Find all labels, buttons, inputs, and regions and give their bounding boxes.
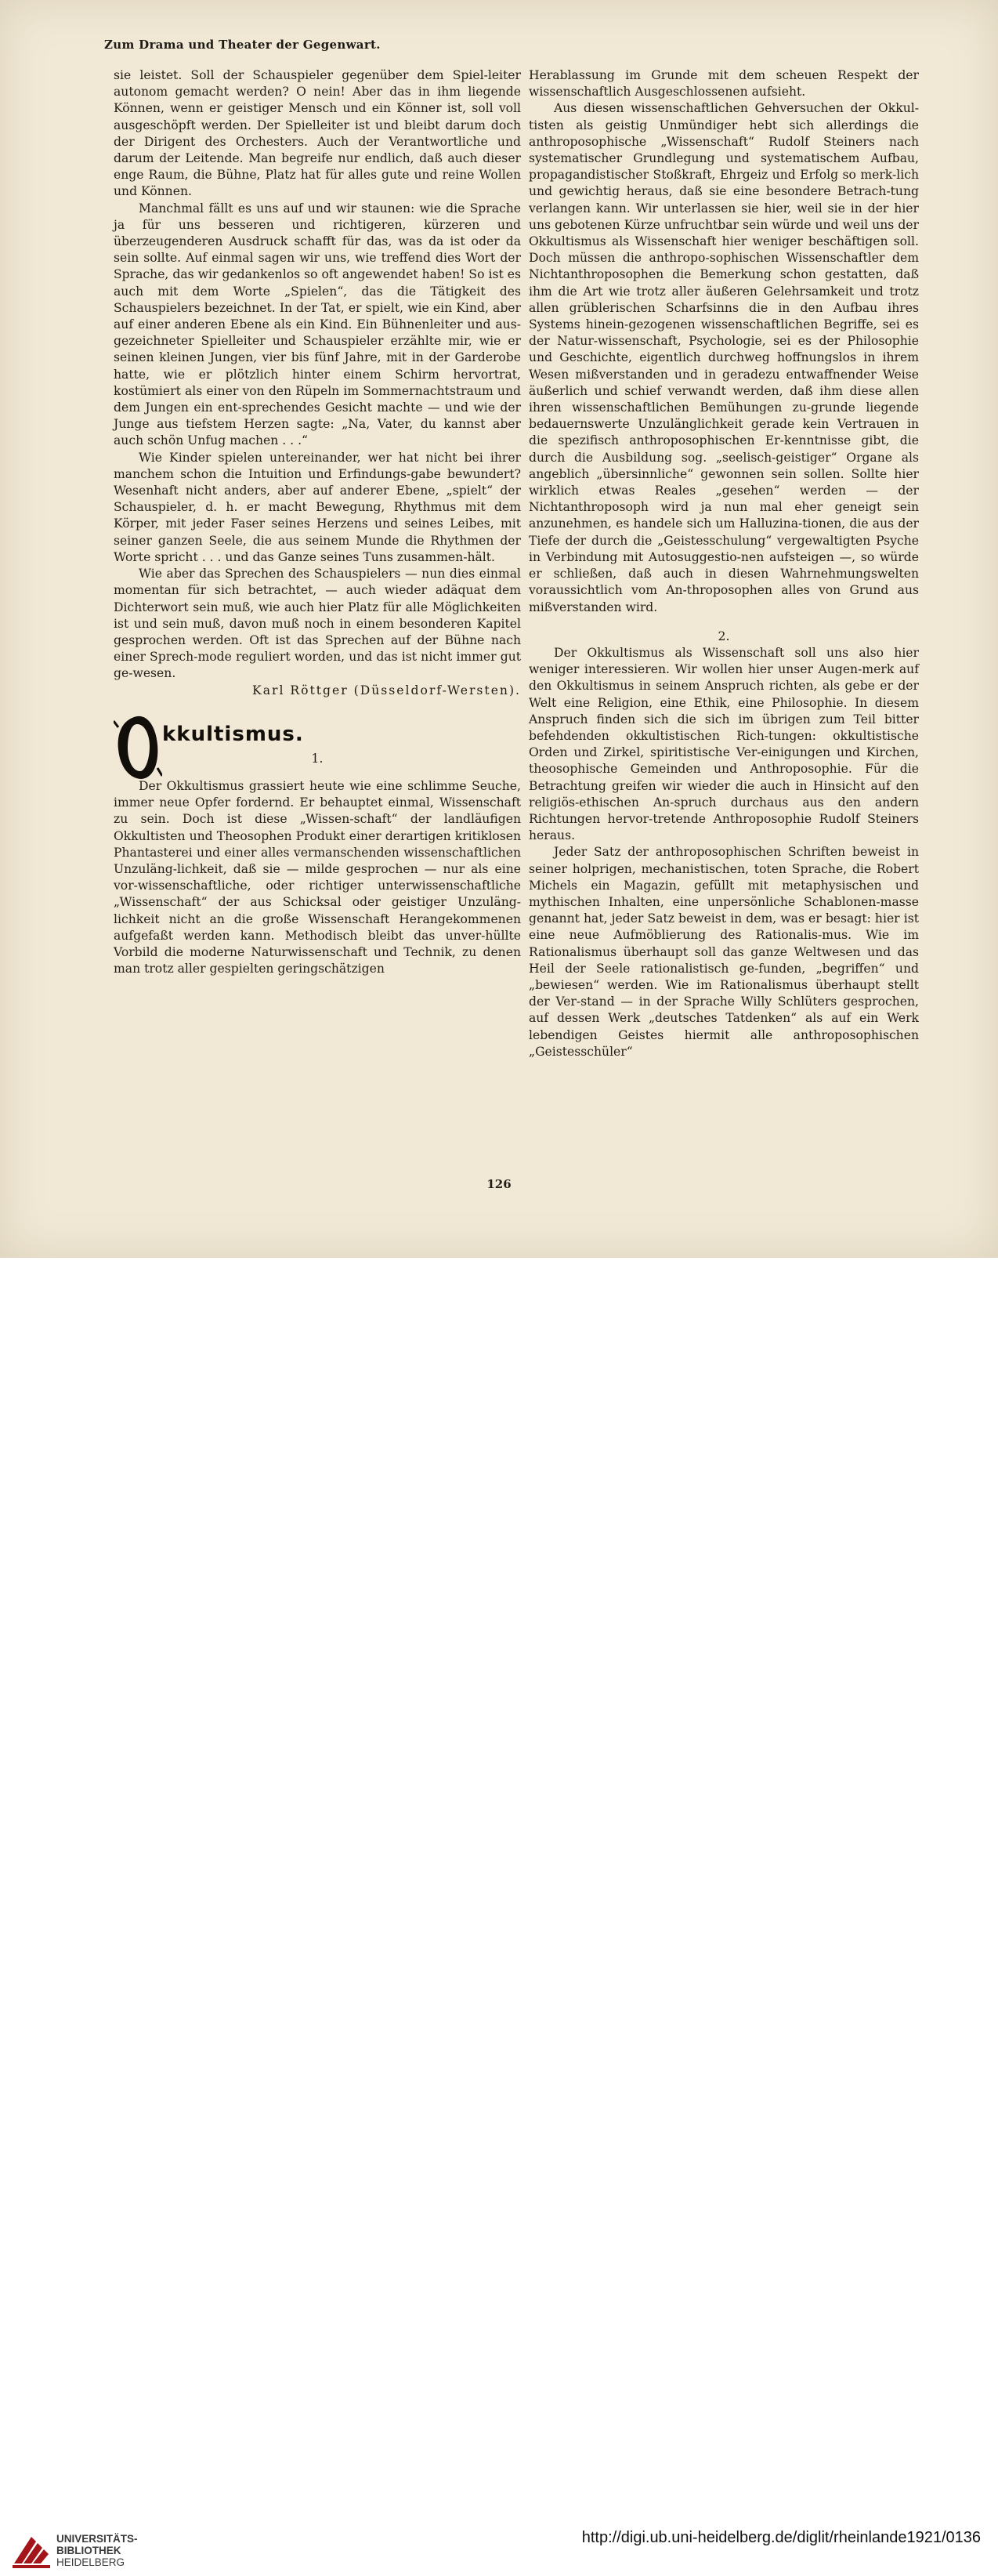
- section-number: 2.: [718, 629, 730, 643]
- running-head: Zum Drama und Theater der Gegenwart.: [104, 38, 381, 52]
- drop-cap-o-icon: [114, 712, 162, 784]
- paragraph: Manchmal fällt es uns auf und wir staunen: wie die Sprache ja für uns besseren und richtigeren, kürzeren und überzeugenderen Ausdruck schafft für das, was da ist oder da sein sollte. Auf einmal sagen wir uns, wie treffend dies Wort der Sprache, das wir gedankenlos so oft angewendet haben! So ist es auch mit dem Worte „Spielen“, das die Tätigkeit des Schauspielers bezeichnet. In der Tat, er spielt, wie ein Kind, aber auf einer anderen Ebene als ein Kind. Ein Bühnenleiter und aus-gezeichneter Spielleiter und Schauspieler erzählte mir, wie er seinen kleinen Jungen, vier bis fünf Jahre, mit in der Garderobe hatte, wie er plötzlich hinter einem Schirm hervortrat, kostümiert als einer von den Rüpeln im Sommernachtstraum und dem Jungen ein ent-sprechendes Gesicht machte — und wie der Junge aus tiefstem Herzen sagte: „Na, Vater, du kannst aber auch schön Unfug machen . . .“: [114, 201, 521, 448]
- left-column: [114, 67, 521, 977]
- author-byline: Karl Röttger (Düsseldorf-Wersten).: [252, 683, 521, 697]
- article-headline: [114, 712, 521, 784]
- section-number: 1.: [311, 751, 324, 766]
- paragraph: Wie aber das Sprechen des Schauspielers — nun dies einmal momentan für sich betrachtet, — auch wieder adäquat dem Dichterwort sein muß, wie auch hier Platz für alle Möglichkeiten ist und sein muß, davon muß noch in einem besonderen Kapitel gesprochen werden. Oft ist das Sprechen auf der Bühne nach einer Sprech-mode reguliert worden, und das ist nicht immer gut ge-wesen.: [114, 567, 521, 681]
- paragraph: Aus diesen wissenschaftlichen Gehversuchen der Okkul-tisten als geistig Unmündiger hebt sich allerdings die anthroposophische „Wissenschaft“ Rudolf Steiners nach systematischer Grundlegung und systematischem Aufbau, propagandistischer Stoßkraft, Ehrgeiz und Erfolg so merk-lich und gewichtig heraus, daß sie eine besondere Betrach-tung verlangen kann. Wir unterlassen sie hier, weil sie in der hier uns gebotenen Kürze unfruchtbar sein würde und weil uns der Okkultismus als Wissenschaft hier weniger beschäftigen soll. Doch müssen die anthropo-sophischen Wissenschaftler dem Nichtanthroposophen die Bemerkung schon gestatten, daß ihm die Art wie trotz aller äußeren Gelehrsamkeit und trotz allen grüblerischen Scharfsinns die in den Aufbau ihres Systems hinein-gezogenen wissenschaftlichen Begriffe, sei es der Natur-wissenschaft, Psychologie, sei es der Philosophie und Geschichte, eigentlich durchweg hoffnungslos in ihrem Wesen mißverstanden und in geradezu entwaffnender Weise äußerlich und schief verwandt werden, daß ihm diese allen ihren wissenschaftlichen Bemühungen zu-grunde liegende bedauernswerte Unzulänglichkeit gerade kein Vertrauen in die spezifisch anthroposophischen Er-kenntnisse gibt, die durch die Ausbildung sog. „seelisch-geistiger“ Organe als angeblich „übersinnliche“ gewonnen sein sollen. Sollte hier wirklich etwas Reales „gesehen“ werden — der Nichtanthroposoph wird ja nun mal eher geneigt sein anzunehmen, es handele sich um Halluzina-tionen, die aus der Tiefe der durch die „Geistesschulung“ vergewaltigten Psyche in Verbindung mit Autosuggestio-nen aufsteigen —, so würde er schließen, daß auch in diesen Wahrnehmungswelten voraussichtlich vom An-throposophen alles von Grund aus mißverstanden wird.: [529, 101, 919, 614]
- paragraph: Jeder Satz der anthroposophischen Schriften beweist in seiner holprigen, mechanistischen, toten Sprache, die Robert Michels ein Magazin, gefüllt mit metaphysischen und mythischen Inhalten, eine unpersönliche Schablonen-masse genannt hat, jeder Satz beweist in dem, was er besagt: hier ist eine neue Aufmöblierung des Rationalis-mus. Wie im Rationalismus überhaupt soll das ganze Weltwesen und das Heil der Seele rationalistisch ge-funden, „begriffen“ und „bewiesen“ werden. Wie im Rationalismus überhaupt stellt der Ver-stand — in der Sprache Willy Schlüters gesprochen, auf dessen Werk „deutsches Tatdenken“ als auf ein Werk lebendigen Geistes hiermit alle anthroposophischen „Geistesschüler“: [529, 845, 919, 1059]
- university-library-logo-icon: [9, 2529, 53, 2573]
- right-column: [529, 67, 919, 1060]
- paragraph: Herablassung im Grunde mit dem scheuen Respekt der wissenschaftlich Ausgeschlossenen aufsieht.: [529, 68, 919, 100]
- headline-text: kkultismus.: [162, 722, 304, 746]
- viewer-footer: [0, 1258, 998, 2568]
- paragraph: Der Okkultismus als Wissenschaft soll uns also hier weniger interessieren. Wir wollen hier unser Augen-merk auf den Okkultismus in seinem Anspruch richten, als gebe er der Welt eine Religion, eine Ethik, eine Philosophie. In diesem Anspruch finden sich die sich im übrigen zum Teil bitter befehdenden okkultistischen Rich-tungen: okkultistische Orden und Zirkel, spiritistische Ver-einigungen und Kirchen, theosophische Gemeinden und Anthroposophie. Für die Betrachtung greifen wir wieder die auch in Hinsicht auf den religiös-ethischen An-spruch durchaus aus den andern Richtungen hervor-tretende Anthroposophie Rudolf Steiners heraus.: [529, 645, 919, 843]
- paragraph: sie leistet. Soll der Schauspieler gegenüber dem Spiel-leiter autonom gemacht werden? O nein! Aber das in ihm liegende Können, wenn er geistiger Mensch und ein Könner ist, soll voll ausgeschöpft werden. Der Spielleiter ist und bleibt darum doch der Dirigent des Orchesters. Auch der Verantwortliche und darum der Leitende. Man begreife nur endlich, daß auch dieser enge Raum, die Bühne, Platz hat für alles gute und reine Wollen und Können.: [114, 68, 521, 199]
- paragraph: Der Okkultismus grassiert heute wie eine schlimme Seuche, immer neue Opfer fordernd. Er behauptet einmal, Wissenschaft zu sein. Doch ist diese „Wissen-schaft“ der landläufigen Okkultisten und Theosophen Produkt einer derartigen kritiklosen Phantasterei und einer alles vermanschenden wissenschaftlichen Unzuläng-lichkeit, daß sie — milde gesprochen — nur als eine vor-wissenschaftliche, oder richtiger unterwissenschaftliche „Wissenschaft“ der aus Schicksal oder geistiger Unzuläng-lichkeit nicht an die große Wissenschaft Herangekommenen aufgefaßt werden kann. Methodisch bleibt das unver-hüllte Vorbild die moderne Naturwissenschaft und Technik, zu denen man trotz aller gespielten geringschätzigen: [114, 778, 521, 976]
- permalink-url[interactable]: http://digi.ub.uni-heidelberg.de/diglit/rheinlande1921/0136: [581, 2529, 981, 2546]
- paragraph: Wie Kinder spielen untereinander, wer hat nicht bei ihrer manchem schon die Intuition und Erfindungs-gabe bewundert? Wesenhaft nicht anders, aber auf anderer Ebene, „spielt“ der Schauspieler, d. h. er macht Bewegung, Rhythmus mit dem Körper, mit jeder Faser seines Herzens und seines Leibes, mit seiner ganzen Seele, die aus seinem Munde die Rhythmen der Worte spricht . . . und das Ganze seines Tuns zusammen-hält.: [114, 450, 521, 564]
- page-number: 126: [486, 1177, 512, 1191]
- scanned-page: [0, 0, 998, 1258]
- institution-name: UNIVERSITÄTS- BIBLIOTHEK HEIDELBERG: [56, 2533, 138, 2568]
